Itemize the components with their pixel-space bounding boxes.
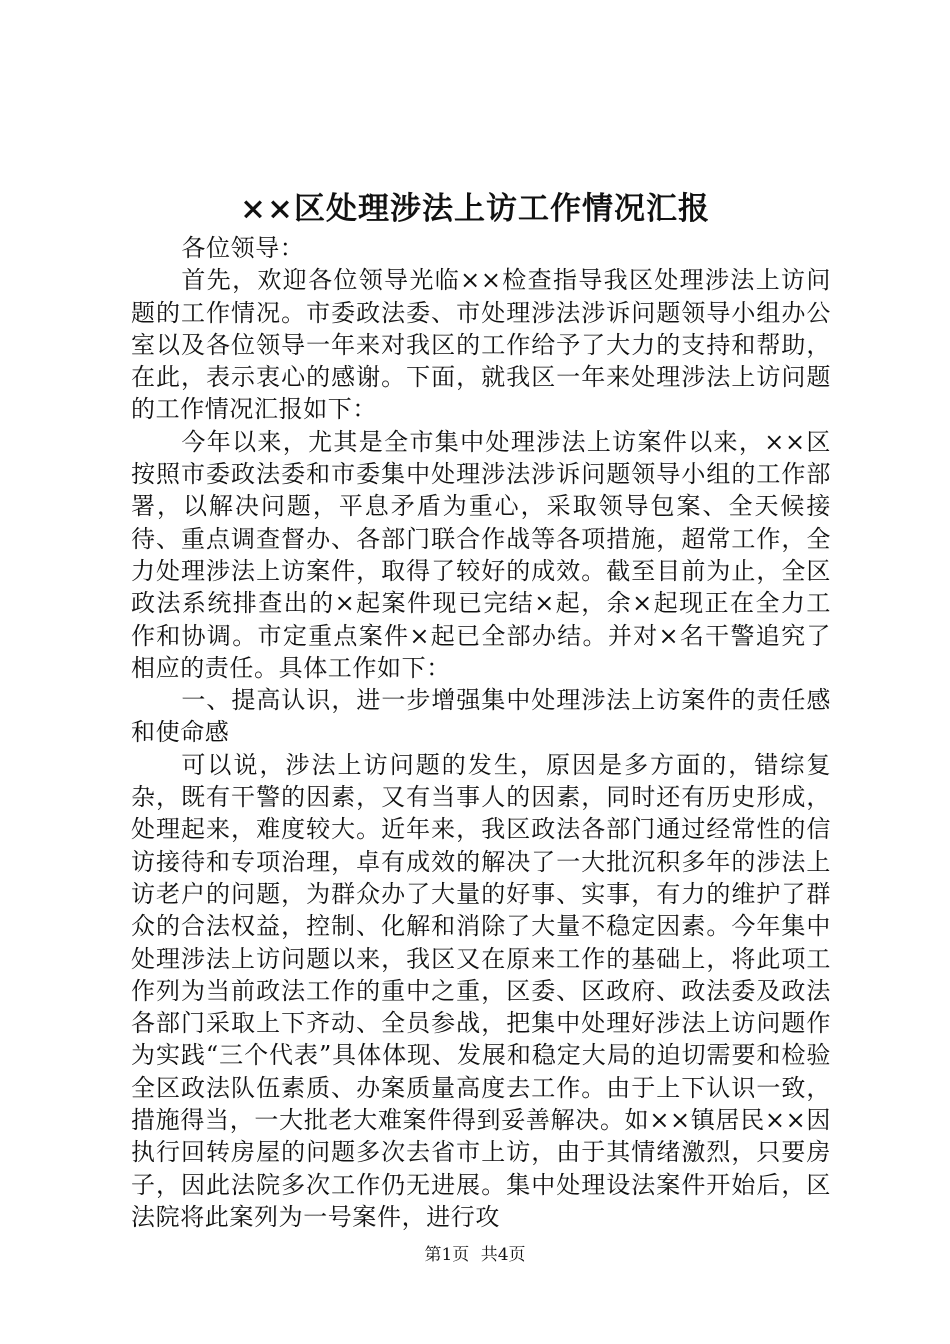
page-total: 共4页	[480, 1245, 526, 1265]
intro-paragraph: 首先，欢迎各位领导光临××检查指导我区处理涉法上访问题的工作情况。市委政法委、市处理涉法涉诉问题领导小组办公室以及各位领导一年来对我区的工作给予了大力的支持和帮助，在此，表示衷心的感谢。下面，就我区一年来处理涉法上访问题的工作情况汇报如下：	[131, 266, 831, 424]
section-1-paragraph: 可以说，涉法上访问题的发生，原因是多方面的，错综复杂，既有干警的因素，又有当事人的因素，同时还有历史形成，处理起来，难度较大。近年来，我区政法各部门通过经常性的信访接待和专项治理，卓有成效的解决了一大批沉积多年的涉法上访老户的问题，为群众办了大量的好事、实事，有力的维护了群众的合法权益，控制、化解和消除了大量不稳定因素。今年集中处理涉法上访问题以来，我区又在原来工作的基础上，将此项工作列为当前政法工作的重中之重，区委、区政府、政法委及政法各部门采取上下齐动、全员参战，把集中处理好涉法上访问题作为实践“三个代表”具体体现、发展和稳定大局的迫切需要和检验全区政法队伍素质、办案质量高度去工作。由于上下认识一致，措施得当，一大批老大难案件得到妥善解决。如××镇居民××因执行回转房屋的问题多次去省市上访，由于其情绪激烈，只要房子，因此法院多次工作仍无进展。集中处理设法案件开始后，区法院将此案列为一号案件，进行攻	[131, 750, 831, 1231]
page-footer	[0, 1244, 950, 1266]
overview-paragraph: 今年以来，尤其是全市集中处理涉法上访案件以来，××区按照市委政法委和市委集中处理涉法涉诉问题领导小组的工作部署，以解决问题，平息矛盾为重心，采取领导包案、全天候接待、重点调查督办、各部门联合作战等各项措施，超常工作，全力处理涉法上访案件，取得了较好的成效。截至目前为止，全区政法系统排查出的×起案件现已完结×起，余×起现正在全力工作和协调。市定重点案件×起已全部办结。并对×名干警追究了相应的责任。具体工作如下：	[131, 427, 831, 682]
document-title: ××区处理涉法上访工作情况汇报	[240, 191, 710, 227]
page-number: 第1页	[424, 1245, 470, 1265]
document-body	[131, 232, 831, 1233]
section-heading-1: 一、提高认识，进一步增强集中处理涉法上访案件的责任感和使命感	[131, 686, 831, 747]
salutation-paragraph: 各位领导：	[181, 234, 305, 262]
